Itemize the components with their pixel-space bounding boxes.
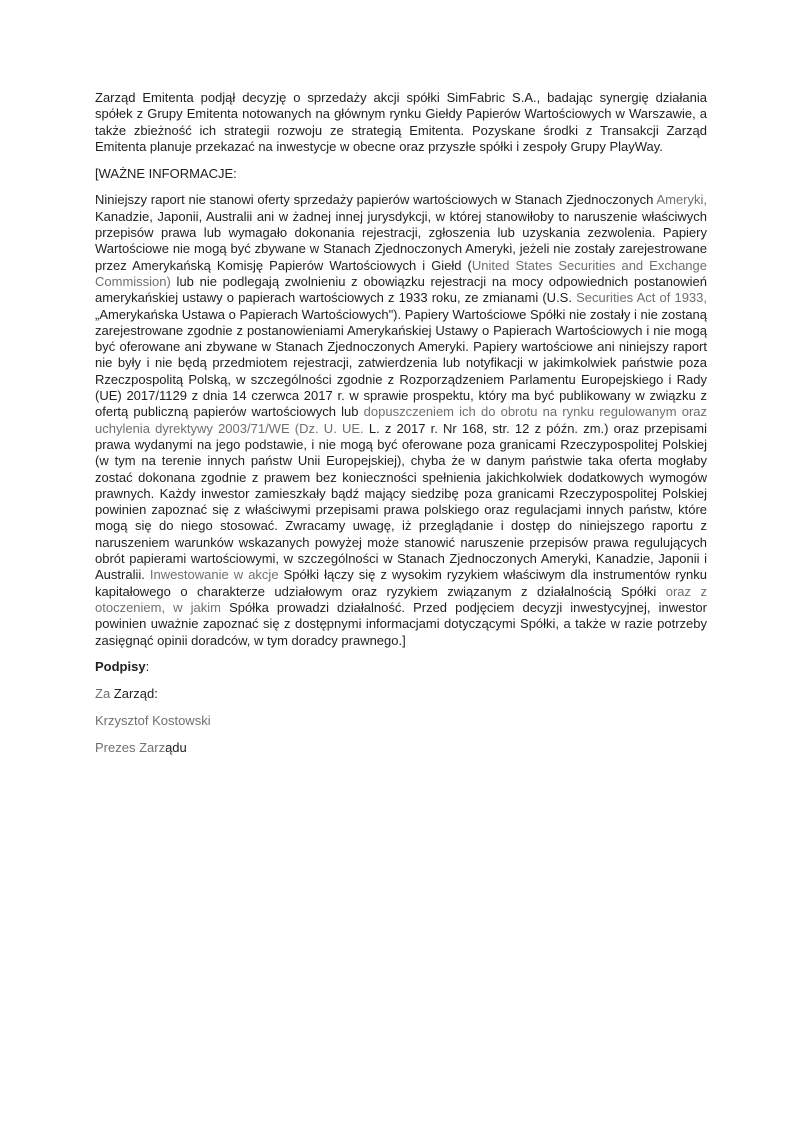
signatures-heading-run-black: : — [145, 659, 150, 675]
disclaimer-paragraph-run-black: Spółka prowadzi działalność. Przed podjęciem decyzji inwestycyjnej, inwestor powinien uważnie zapoznać się z dostępnymi informacjami dotyczącymi Spółki, a także w razie potrzeby zasięgnąć opinii doradców, w tym doradcy prawnego.] — [95, 599, 707, 648]
disclaimer-paragraph-run-gray: oraz z otoczeniem, w jakim — [95, 583, 707, 615]
intro-paragraph-run-black: Zarząd Emitenta podjął decyzję o sprzedaży akcji spółki SimFabric S.A., badając synergię działania spółek z Grupy Emitenta notowanych na głównym rynku Giełdy Papierów Wartościowych w Warszawie, a także zbieżność ich strategii rozwoju ze strategią Emitenta. Pozyskane środki z Transakcji Zarząd Emitenta planuje przekazać na inwestycje w obecne oraz przyszłe spółki i zespoły Grupy PlayWay. — [95, 90, 707, 154]
signatures-heading-run-bold: Podpisy — [95, 659, 146, 675]
disclaimer-paragraph-run-gray: United States Securities and Exchange Commission) — [95, 257, 707, 289]
signatory-title-run-black: ądu — [165, 739, 187, 755]
disclaimer-paragraph-run-black: Kanadzie, Japonii, Australii ani w żadnej innej jurysdykcji, w której stanowiłoby to naruszenie właściwych przepisów prawa lub wymagało dokonania rejestracji, zgłoszenia lub uzyskania zezwolenia. Papiery Wartościowe nie mogą być zbywane w Stanach Zjednoczonych Ameryki, jeżeli nie zostały zarejestrowane przez Amerykańską Komisję Papierów Wartościowych i Giełd ( — [95, 208, 707, 273]
signatory-title — [95, 740, 707, 756]
signatory-name-run-gray: Krzysztof Kostowski — [95, 712, 211, 728]
disclaimer-paragraph-run-black: lub nie podlegają zwolnieniu z obowiązku rejestracji na mocy odpowiednich postanowień amerykańskiej ustawy o papierach wartościowych z 1933 roku, ze zmianami (U.S. — [95, 273, 707, 306]
signature-for-board-line — [95, 686, 707, 702]
signatory-name — [95, 713, 707, 729]
disclaimer-paragraph-run-gray: Inwestowanie w akcje — [149, 567, 284, 583]
disclaimer-paragraph — [95, 192, 707, 648]
disclaimer-paragraph-run-gray: Ameryki, — [656, 192, 707, 208]
disclaimer-paragraph-run-black: Spółki łączy się z wysokim ryzykiem właściwym dla instrumentów rynku kapitałowego o charakterze udziałowym oraz ryzykiem związanym z działalnością Spółki — [95, 567, 708, 599]
signatory-title-run-gray: Prezes Zarz — [95, 739, 166, 755]
disclaimer-paragraph-run-black: L. z 2017 r. Nr 168, str. 12 z późn. zm.) oraz przepisami prawa wydanymi na jego podstawie, i nie mogą być oferowane poza granicami Rzeczypospolitej Polskiej (w tym na terenie innych państw Unii Europejskiej), chyba że w danym państwie taka oferta mogłaby zostać dokonana zgodnie z prawem bez konieczności spełnienia jakichkolwiek dodatkowych wymogów prawnych. Każdy inwestor zamieszkały bądź mający siedzibę poza granicami Rzeczypospolitej Polskiej powinien zapoznać się z właściwymi przepisami prawa polskiego oraz regulacjami innych państw, które mogą się do niego stosować. Zwracamy uwagę, iż przeglądanie i dostęp do niniejszego raportu z naruszeniem warunków wskazanych powyżej może stanowić naruszenie przepisów prawa regulujących obrót papierami wartościowymi, w szczególności w Stanach Zjednoczonych Ameryki, Kanadzie, Japonii i Australii. — [95, 420, 707, 583]
important-info-heading — [95, 166, 707, 182]
disclaimer-paragraph-run-black: „Amerykańska Ustawa o Papierach Wartościowych"). Papiery Wartościowe Spółki nie zostały i nie zostaną zarejestrowane zgodnie z postanowieniami Amerykańskiej Ustawy o Papierach Wartościowych i nie mogą być oferowane ani zbywane w Stanach Zjednoczonych Ameryki. Papiery wartościowe ani niniejszy raport nie były i nie będą przedmiotem rejestracji, zatwierdzenia lub notyfikacji w jakimkolwiek państwie poza Rzeczpospolitą Polską, w szczególności zgodnie z Rozporządzeniem Parlamentu Europejskiego i Rady (UE) 2017/1129 z dnia 14 czerwca 2017 r. w sprawie prospektu, który ma być publikowany w związku z ofertą publiczną papierów wartościowych lub — [95, 306, 708, 420]
important-info-heading-run-black: [WAŻNE INFORMACJE: — [95, 165, 237, 181]
disclaimer-paragraph-run-gray: dopuszczeniem ich do obrotu na rynku regulowanym oraz uchylenia dyrektywy 2003/71/WE (Dz. U. UE. — [95, 404, 708, 436]
document-body — [95, 90, 707, 756]
signature-for-board-line-run-black: Zarząd: — [113, 686, 158, 702]
signature-for-board-line-run-gray: Za — [95, 686, 114, 702]
signatures-heading — [95, 659, 707, 675]
disclaimer-paragraph-run-gray: Securities Act of 1933, — [576, 290, 707, 306]
disclaimer-paragraph-run-black: Niniejszy raport nie stanowi oferty sprzedaży papierów wartościowych w Stanach Zjednoczonych — [95, 192, 657, 208]
intro-paragraph — [95, 90, 707, 155]
